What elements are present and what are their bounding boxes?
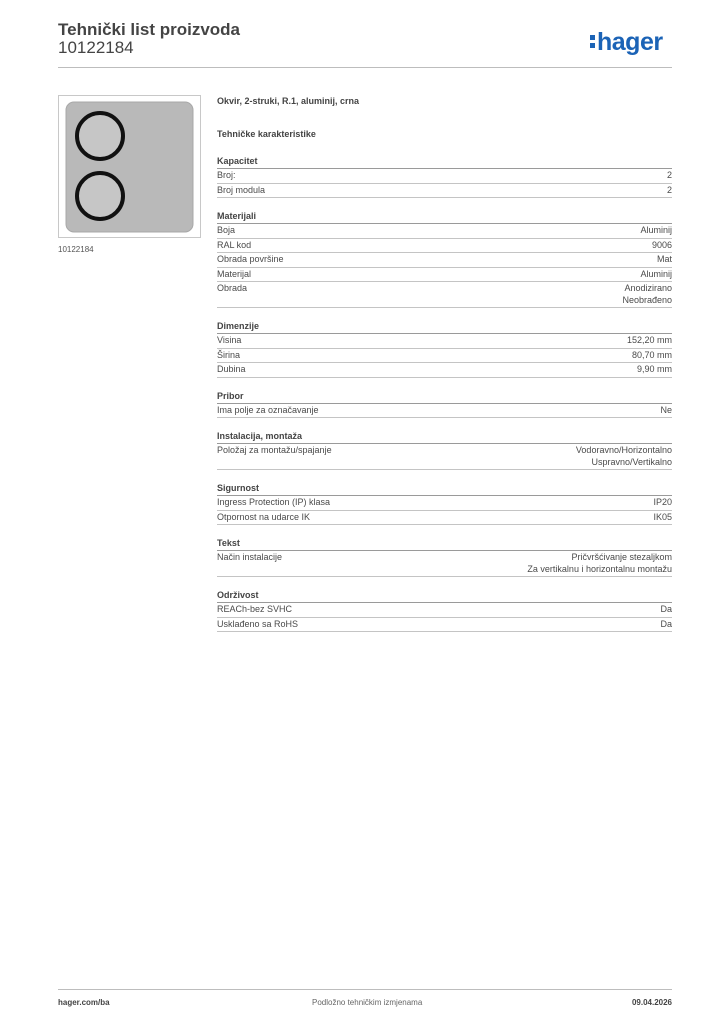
spec-row <box>217 551 672 577</box>
section-title: Dimenzije <box>217 320 672 334</box>
logo-text: hager <box>597 28 663 56</box>
spec-value-line: 9,90 mm <box>636 364 672 374</box>
spec-label: Položaj za montažu/spajanje <box>217 445 332 455</box>
spec-section <box>217 482 672 525</box>
spec-section <box>217 210 672 308</box>
spec-section <box>217 537 672 577</box>
spec-label: Obrada <box>217 283 248 293</box>
spec-value-line: 152,20 mm <box>626 335 672 345</box>
spec-section <box>217 589 672 632</box>
spec-label: Broj: <box>217 170 236 180</box>
header-divider <box>58 67 672 68</box>
spec-row <box>217 169 672 184</box>
spec-value <box>637 364 672 376</box>
section-title: Materijali <box>217 210 672 224</box>
spec-label: Usklađeno sa RoHS <box>217 618 299 629</box>
spec-value-line: Da <box>660 618 672 629</box>
spec-row <box>217 404 672 419</box>
spec-row <box>217 224 672 239</box>
spec-sections <box>217 155 672 632</box>
spec-section <box>217 430 672 470</box>
spec-value <box>632 350 672 362</box>
spec-value-line: Aluminij <box>640 225 672 235</box>
spec-value <box>653 512 672 524</box>
spec-value-line: Neobrađeno <box>622 294 672 305</box>
spec-value <box>527 552 672 575</box>
spec-label: Dubina <box>217 364 246 374</box>
spec-value <box>652 240 672 252</box>
spec-label: Način instalacije <box>217 552 283 562</box>
spec-label: Širina <box>217 349 241 360</box>
spec-value-line: 2 <box>666 184 672 195</box>
spec-value <box>660 604 672 616</box>
spec-value-line: 80,70 mm <box>631 349 672 360</box>
spec-value <box>627 335 672 347</box>
spec-value-line: IK05 <box>653 511 672 522</box>
product-description: Okvir, 2-struki, R.1, aluminij, crna <box>217 96 360 106</box>
spec-label: Otpornost na udarce IK <box>217 511 311 522</box>
spec-value-line: Za vertikalnu i horizontalnu montažu <box>527 563 672 574</box>
spec-section <box>217 320 672 378</box>
spec-value <box>622 283 672 306</box>
spec-row <box>217 363 672 378</box>
spec-label: RAL kod <box>217 239 252 250</box>
spec-row <box>217 184 672 199</box>
logo-dots-icon <box>590 33 595 49</box>
spec-value <box>653 497 672 509</box>
page-title: Tehnički list proizvoda <box>58 20 240 39</box>
hager-logo <box>590 28 663 57</box>
spec-label: Broj modula <box>217 184 266 195</box>
section-title: Pribor <box>217 390 672 404</box>
spec-value-line: Mat <box>656 254 672 264</box>
spec-row <box>217 496 672 511</box>
spec-row <box>217 253 672 268</box>
spec-heading: Tehničke karakteristike <box>217 129 316 139</box>
spec-label: REACh-bez SVHC <box>217 604 293 614</box>
spec-value <box>667 185 672 197</box>
footer-website[interactable]: hager.com/ba <box>58 998 110 1007</box>
product-image <box>58 95 201 238</box>
image-caption: 10122184 <box>58 245 94 254</box>
spec-value <box>657 254 672 266</box>
spec-label: Ima polje za označavanje <box>217 404 319 415</box>
spec-value <box>660 619 672 631</box>
footer-note: Podložno tehničkim izmjenama <box>312 998 423 1007</box>
section-title: Tekst <box>217 537 672 551</box>
footer-divider <box>58 989 672 990</box>
spec-row <box>217 603 672 618</box>
double-frame-icon <box>59 96 200 237</box>
spec-row <box>217 444 672 470</box>
spec-row <box>217 334 672 349</box>
spec-row <box>217 349 672 364</box>
spec-value-line: Vodoravno/Horizontalno <box>575 445 672 455</box>
spec-label: Ingress Protection (IP) klasa <box>217 497 331 507</box>
spec-value-line: 9006 <box>651 239 672 250</box>
spec-content <box>217 95 672 632</box>
section-title: Održivost <box>217 589 672 603</box>
spec-section <box>217 390 672 419</box>
section-title: Sigurnost <box>217 482 672 496</box>
spec-value-line: Uspravno/Vertikalno <box>591 456 672 467</box>
spec-value-line: Aluminij <box>640 268 672 279</box>
spec-value <box>576 445 672 468</box>
spec-row <box>217 511 672 526</box>
spec-value <box>640 269 672 281</box>
spec-value <box>667 170 672 182</box>
spec-row <box>217 282 672 308</box>
spec-label: Materijal <box>217 268 252 279</box>
spec-value-line: Da <box>660 604 672 614</box>
spec-row <box>217 618 672 633</box>
spec-value-line: 2 <box>666 170 672 180</box>
spec-value <box>660 405 672 417</box>
section-title: Kapacitet <box>217 155 672 169</box>
spec-value-line: Pričvršćivanje stezaljkom <box>571 552 672 562</box>
spec-label: Obrada površine <box>217 254 284 264</box>
section-title: Instalacija, montaža <box>217 430 672 444</box>
spec-label: Boja <box>217 225 236 235</box>
spec-value-line: Ne <box>660 404 672 415</box>
spec-value <box>640 225 672 237</box>
product-number: 10122184 <box>58 38 134 57</box>
spec-row <box>217 239 672 254</box>
spec-value-line: IP20 <box>653 497 672 507</box>
spec-value-line: Anodizirano <box>624 283 672 293</box>
spec-row <box>217 268 672 283</box>
footer-date: 09.04.2026 <box>631 998 672 1007</box>
spec-section <box>217 155 672 198</box>
spec-label: Visina <box>217 335 242 345</box>
